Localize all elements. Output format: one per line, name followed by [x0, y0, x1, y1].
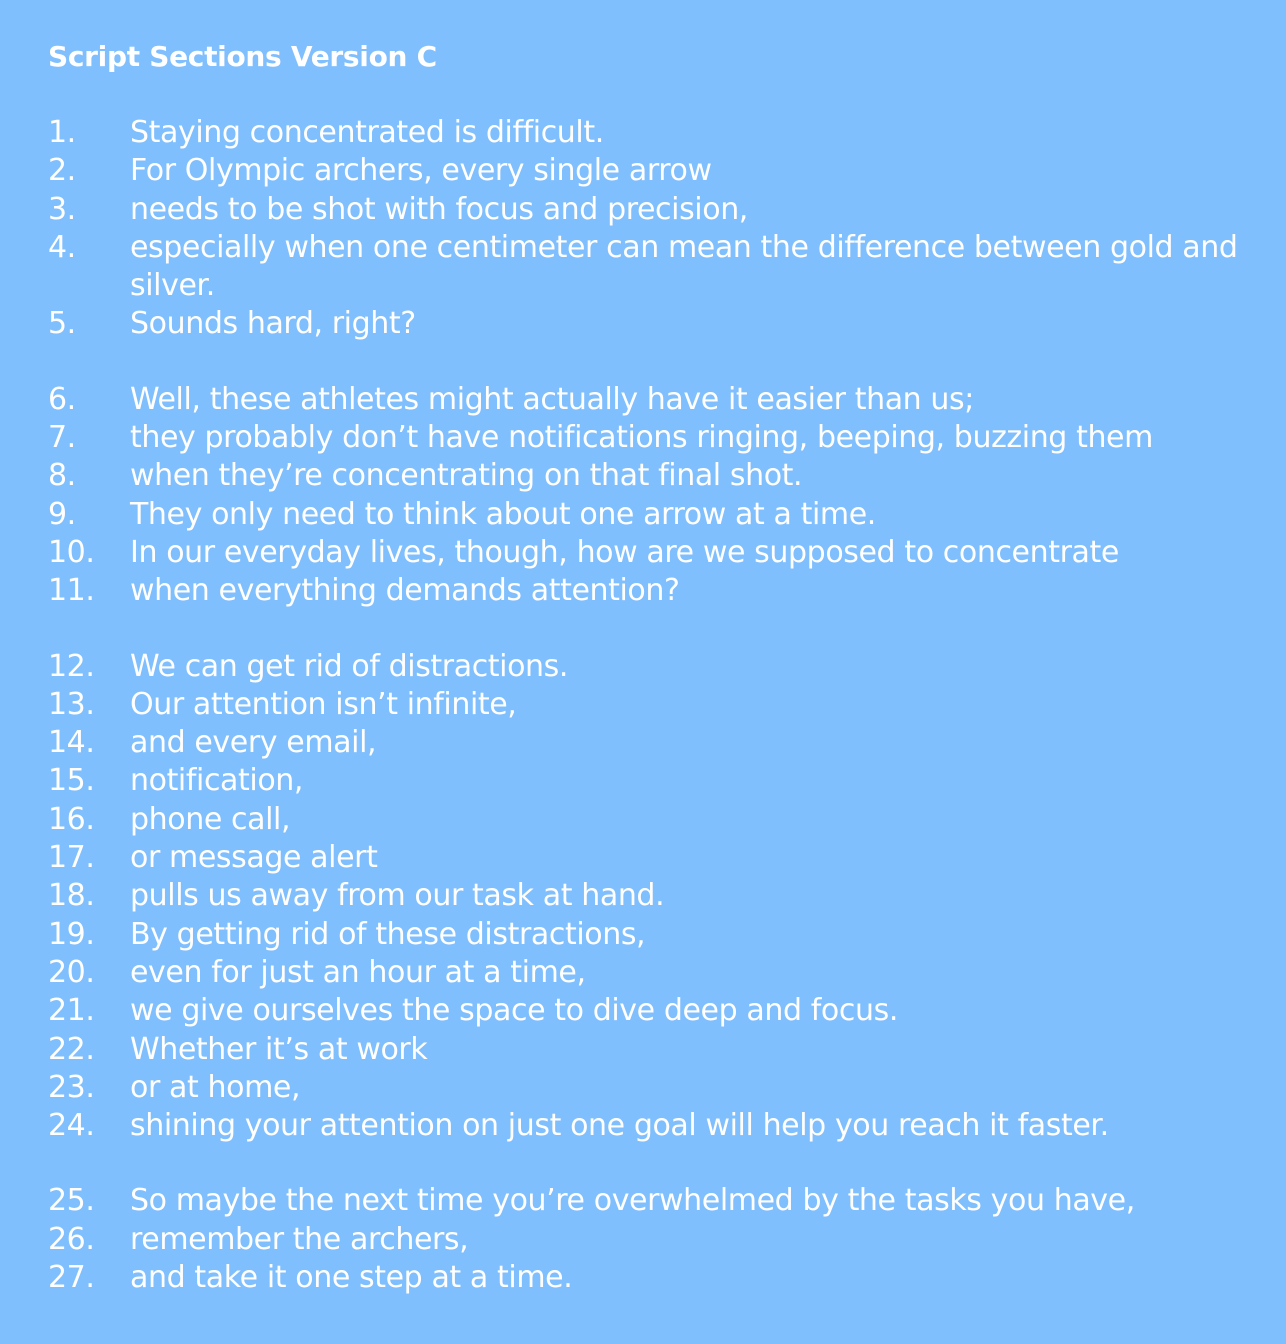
script-line	[48, 152, 1286, 190]
line-number: 5.	[48, 306, 76, 342]
script-line	[48, 381, 1286, 419]
line-text: they probably don’t have notifications ringing, beeping, buzzing them	[130, 420, 1153, 456]
line-number: 10.	[48, 534, 95, 570]
line-number: 21.	[48, 993, 95, 1029]
line-number: 25.	[48, 1183, 95, 1219]
script-line	[48, 877, 1286, 915]
line-text: For Olympic archers, every single arrow	[130, 153, 712, 189]
line-number: 1.	[48, 115, 76, 150]
script-line	[48, 839, 1286, 877]
line-number: 8.	[48, 458, 76, 494]
script-line	[48, 1031, 1286, 1069]
line-number: 17.	[48, 840, 95, 876]
script-line	[48, 572, 1286, 610]
line-number: 24.	[48, 1108, 95, 1144]
script-line	[48, 114, 1286, 152]
script-line	[48, 457, 1286, 495]
script-line	[48, 229, 1286, 306]
script-line	[48, 801, 1286, 839]
script-line	[48, 1182, 1286, 1220]
script-line	[48, 1259, 1286, 1297]
line-number: 2.	[48, 153, 76, 189]
script-line	[48, 916, 1286, 954]
script-line	[48, 534, 1286, 572]
script-line	[48, 496, 1286, 534]
script-line	[48, 954, 1286, 992]
script-line	[48, 686, 1286, 724]
line-number: 27.	[48, 1260, 95, 1296]
line-number: 3.	[48, 191, 76, 227]
line-number: 9.	[48, 496, 76, 532]
script-line	[48, 762, 1286, 800]
line-text: needs to be shot with focus and precision,	[130, 191, 748, 227]
script-line	[48, 724, 1286, 762]
script-line	[48, 648, 1286, 686]
line-number: 23.	[48, 1069, 95, 1105]
line-text: remember the archers,	[130, 1221, 469, 1257]
line-text: Sounds hard, right?	[130, 306, 416, 342]
line-number: 7.	[48, 420, 76, 456]
script-line	[48, 305, 1286, 343]
line-number: 18.	[48, 878, 95, 914]
script-section	[48, 114, 1286, 344]
line-number: 19.	[48, 916, 95, 952]
line-text: pulls us away from our task at hand.	[130, 878, 665, 914]
line-text: we give ourselves the space to dive deep and focus.	[130, 993, 898, 1029]
line-text: or message alert	[130, 840, 378, 876]
line-text: Our attention isn’t infinite,	[130, 686, 517, 722]
document-title: Script Sections Version C	[48, 40, 437, 73]
line-text: when they’re concentrating on that final shot.	[130, 458, 803, 494]
script-sections	[48, 114, 1286, 1297]
line-number: 15.	[48, 763, 95, 799]
line-number: 20.	[48, 954, 95, 990]
line-text: Well, these athletes might actually have it easier than us;	[130, 381, 974, 417]
script-line	[48, 419, 1286, 457]
line-number: 11.	[48, 573, 95, 609]
line-number: 22.	[48, 1031, 95, 1067]
script-section	[48, 648, 1286, 1146]
line-text: even for just an hour at a time,	[130, 954, 586, 990]
line-text: when everything demands attention?	[130, 573, 680, 609]
script-line	[48, 992, 1286, 1030]
line-text: shining your attention on just one goal will help you reach it faster.	[130, 1108, 1109, 1144]
line-text: and every email,	[130, 725, 377, 761]
line-text: Whether it’s at work	[130, 1031, 428, 1067]
line-text: and take it one step at a time.	[130, 1260, 573, 1296]
line-text: In our everyday lives, though, how are we supposed to concentrate	[130, 534, 1119, 570]
line-number: 13.	[48, 686, 95, 722]
line-number: 12.	[48, 648, 95, 684]
line-text: By getting rid of these distractions,	[130, 916, 646, 952]
line-text: They only need to think about one arrow at a time.	[130, 496, 876, 532]
line-text: So maybe the next time you’re overwhelmed by the tasks you have,	[130, 1183, 1135, 1219]
line-text: or at home,	[130, 1069, 301, 1105]
script-line	[48, 1069, 1286, 1107]
line-text: notification,	[130, 763, 304, 799]
line-number: 16.	[48, 801, 95, 837]
line-number: 6.	[48, 381, 76, 417]
line-number: 4.	[48, 229, 76, 265]
script-line	[48, 191, 1286, 229]
line-text: Staying concentrated is difficult.	[130, 115, 604, 150]
script-line	[48, 1221, 1286, 1259]
line-text: especially when one centimeter can mean the difference between gold and silver.	[130, 229, 1238, 304]
line-number: 26.	[48, 1221, 95, 1257]
script-section	[48, 381, 1286, 611]
line-number: 14.	[48, 725, 95, 761]
script-line	[48, 1107, 1286, 1145]
script-section	[48, 1182, 1286, 1297]
line-text: We can get rid of distractions.	[130, 648, 569, 684]
line-text: phone call,	[130, 801, 291, 837]
